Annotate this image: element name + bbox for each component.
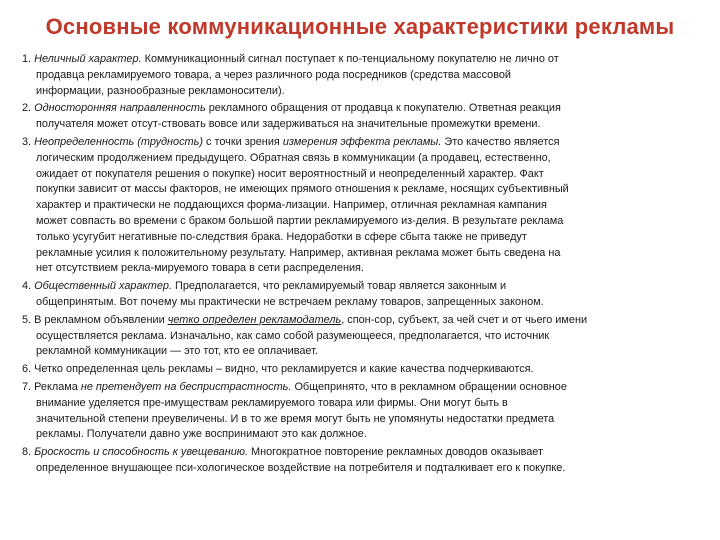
- list-item: [22, 380, 702, 443]
- emphasis-text: Общественный характер.: [34, 280, 172, 293]
- text-line: [22, 68, 702, 84]
- text-line: [22, 167, 702, 183]
- body-text: 4.: [22, 280, 35, 293]
- body-text: только усугубит негативные по-следствия брака. Недоработки в сфере сбыта также не приведут: [36, 230, 527, 243]
- body-text: покупки зависит от массы факторов, не имеющих прямого отношения к рекламе, носящих субъективный: [36, 183, 569, 196]
- body-text: рекламного обращения от продавца к покупателю. Ответная реакция: [205, 102, 561, 115]
- emphasis-text: Неопределенность (трудность): [34, 135, 203, 148]
- list-item: [22, 101, 702, 133]
- text-line: [22, 344, 702, 360]
- body-text: Это качество является: [441, 135, 560, 148]
- body-text: 7. Реклама: [22, 380, 81, 393]
- list-item: [22, 279, 702, 311]
- body-text: рекламной коммуникации — это тот, кто ее оплачивает.: [36, 345, 318, 358]
- body-text: информации, разнообразные рекламоносители).: [36, 84, 285, 97]
- text-line: [22, 313, 702, 329]
- emphasis-text: измерения эффекта рекламы.: [282, 135, 442, 148]
- body-text: 8.: [22, 446, 35, 459]
- text-line: [22, 135, 702, 151]
- body-text: нет отсутствием рекла-мируемого товара в сети распределения.: [36, 262, 364, 275]
- body-text: логическим продолжением предыдущего. Обратная связь в коммуникации (а продавец, естественно,: [36, 151, 551, 164]
- page-title: Основные коммуникационные характеристики рекламы: [45, 14, 675, 39]
- list-item: [22, 445, 702, 477]
- characteristics-list: [22, 52, 702, 479]
- text-line: [22, 52, 702, 68]
- body-text: с точки зрения: [202, 135, 283, 148]
- list-item: [22, 362, 702, 378]
- text-line: [22, 261, 702, 277]
- text-line: [22, 151, 702, 167]
- text-line: [22, 101, 702, 117]
- list-item: [22, 313, 702, 360]
- body-text: продавца рекламируемого товара, а через различного рода посредников (средства массовой: [36, 68, 512, 81]
- emphasis-text: четко определен рекламодатель: [167, 313, 342, 326]
- text-line: [22, 230, 702, 246]
- list-item: [22, 52, 702, 99]
- text-line: [22, 412, 702, 428]
- body-text: рекламные усилия к положительному результату. Например, активная реклама может быть сведена на: [36, 246, 561, 259]
- body-text: , спон-сор, субъект, за чей счет и от чьего имени: [341, 313, 588, 326]
- body-text: общепринятым. Вот почему мы практически не встречаем рекламу товаров, запрещенных законом.: [36, 295, 544, 308]
- body-text: Общепринято, что в рекламном обращении основное: [291, 380, 567, 393]
- text-line: [22, 362, 702, 378]
- text-line: [22, 295, 702, 311]
- body-text: определенное внушающее пси-хологическое воздействие на потребителя и подталкивает его к покупке.: [36, 461, 566, 474]
- text-line: [22, 427, 702, 443]
- text-line: [22, 461, 702, 477]
- body-text: характер и практически не поддающихся форма-лизации. Например, отличная рекламная кампания: [36, 199, 547, 212]
- body-text: ожидает от покупателя решения о покупке) носит вероятностный и неопределенный характер. Факт: [36, 167, 544, 180]
- emphasis-text: Броскость и способность к увещеванию.: [34, 446, 248, 459]
- text-line: [22, 380, 702, 396]
- text-line: [22, 198, 702, 214]
- text-line: [22, 396, 702, 412]
- body-text: 3.: [22, 135, 35, 148]
- list-item: [22, 135, 702, 277]
- body-text: получателя может отсут-ствовать вовсе или задерживаться на значительные промежутки времени.: [36, 118, 541, 131]
- text-line: [22, 246, 702, 262]
- body-text: внимание уделяется пре-имуществам рекламируемого товара или фирмы. Они могут быть в: [36, 396, 508, 409]
- text-line: [22, 445, 702, 461]
- body-text: значительной степени преувеличены. И в то же время могут быть не упомянуты недостатки предмета: [36, 412, 555, 425]
- body-text: осуществляется реклама. Изначально, как само собой разумеющееся, предполагается, что источник: [36, 329, 550, 342]
- body-text: Коммуникационный сигнал поступает к по-тенциальному покупателю не лично от: [141, 53, 559, 65]
- body-text: Многократное повторение рекламных доводов оказывает: [247, 446, 543, 459]
- text-line: [22, 279, 702, 295]
- text-line: [22, 182, 702, 198]
- text-line: [22, 214, 702, 230]
- body-text: Предполагается, что рекламируемый товар является законным и: [171, 280, 507, 293]
- body-text: 5. В рекламном объявлении: [22, 313, 168, 326]
- text-line: [22, 329, 702, 345]
- body-text: 2.: [22, 102, 35, 115]
- text-line: [22, 84, 702, 100]
- body-text: может совпасть во времени с браком большой партии рекламируемого из-делия. В результате реклама: [36, 214, 564, 227]
- emphasis-text: не претендует на беспристрастность.: [80, 380, 292, 393]
- body-text: рекламы. Получатели давно уже воспринимают это как должное.: [36, 428, 367, 441]
- body-text: 1.: [22, 53, 35, 65]
- emphasis-text: Неличный характер.: [34, 53, 142, 65]
- body-text: 6. Четко определенная цель рекламы – видно, что рекламируется и какие качества подчеркиваются.: [22, 363, 534, 376]
- emphasis-text: Односторонняя направленность: [34, 102, 206, 115]
- text-line: [22, 117, 702, 133]
